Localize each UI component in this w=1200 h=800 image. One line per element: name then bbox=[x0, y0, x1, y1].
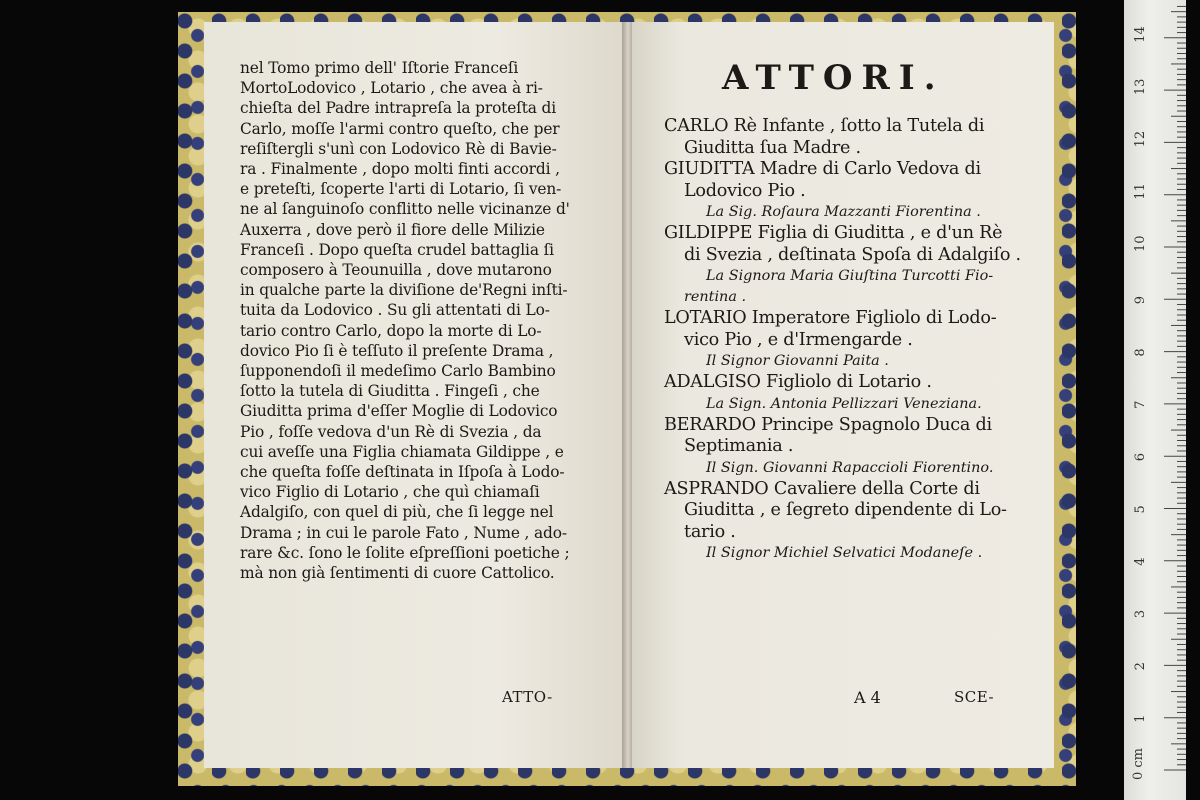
performer-line: Il Sign. Giovanni Rapaccioli Fiorentino. bbox=[706, 459, 994, 476]
text-line: dovico Pio ſi è teſſuto il preſente Drama , bbox=[240, 341, 554, 360]
text-line: che queſta foſſe deſtinata in Iſpoſa à Lodo- bbox=[240, 463, 565, 482]
performer-line: La Sign. Antonia Pellizzari Veneziana. bbox=[706, 395, 982, 412]
ruler-number: 8 bbox=[1133, 348, 1148, 357]
ruler-number: 10 bbox=[1133, 235, 1148, 252]
performer-line: La Signora Maria Giuſtina Turcotti Fio- bbox=[706, 268, 994, 284]
role-name-line: ADALGISO Figliolo di Lotario . bbox=[664, 372, 932, 392]
text-line: tuita da Lodovico . Su gli attentati di Lo- bbox=[240, 301, 550, 320]
left-page-text bbox=[240, 58, 618, 583]
performer-line: Il Signor Giovanni Paita . bbox=[706, 353, 889, 369]
cast-entry bbox=[664, 479, 1044, 565]
ruler-number: 4 bbox=[1133, 557, 1148, 566]
cast-entry bbox=[664, 223, 1044, 308]
text-line: rare &c. ſono le ſolite eſpreſſioni poetiche ; bbox=[240, 543, 570, 562]
role-name-line: LOTARIO Imperatore Figliolo di Lodo- bbox=[664, 308, 997, 328]
measuring-ruler bbox=[1124, 0, 1186, 800]
text-line: vico Figlio di Lotario , che quì chiamaſi bbox=[240, 483, 540, 502]
text-line: mà non già ſentimenti di cuore Cattolico. bbox=[240, 564, 555, 583]
role-description-line: Giuditta ſua Madre . bbox=[684, 137, 861, 158]
ruler-number: 9 bbox=[1133, 296, 1148, 305]
text-line: e preteſti, ſcoperte l'arti di Lotario, ſi ven- bbox=[240, 180, 562, 199]
cast-entry bbox=[664, 308, 1044, 372]
text-line: reſiſtergli s'unì con Lodovico Rè di Bavie- bbox=[240, 139, 557, 158]
text-line: Pio , foſſe vedova d'un Rè di Svezia , da bbox=[240, 422, 542, 441]
text-line: Carlo, moſſe l'armi contro queſto, che per bbox=[240, 119, 560, 138]
role-name-line: ASPRANDO Cavaliere della Corte di bbox=[664, 478, 980, 499]
role-description-line: tario . bbox=[684, 521, 736, 542]
page-title: ATTORI. bbox=[722, 58, 945, 98]
text-line: ſotto la tutela di Giuditta . Fingeſi , che bbox=[240, 382, 540, 401]
role-description-line: Giuditta , e ſegreto dipendente di Lo- bbox=[684, 500, 1007, 520]
cast-list bbox=[664, 116, 1044, 564]
text-line: nel Tomo primo dell' Iſtorie Franceſi bbox=[240, 59, 519, 77]
cast-entry bbox=[664, 159, 1044, 223]
ruler-number: 13 bbox=[1133, 78, 1148, 96]
ruler-number: 5 bbox=[1133, 505, 1148, 514]
role-name-line: CARLO Rè Infante , ſotto la Tutela di bbox=[664, 116, 985, 136]
text-line: ne al ſanguinoſo conflitto nelle vicinanze d' bbox=[240, 200, 570, 219]
performer-line: Il Signor Michiel Selvatici Modaneſe . bbox=[706, 545, 983, 561]
right-catchword: SCE- bbox=[954, 688, 995, 706]
ruler-unit-label: 0 cm bbox=[1131, 747, 1146, 780]
ruler-number: 3 bbox=[1133, 609, 1148, 619]
text-line: ſupponendoſi il medeſimo Carlo Bambino bbox=[240, 362, 556, 381]
text-line: chieſta del Padre intrapreſa la proteſta di bbox=[240, 99, 557, 118]
ruler-number: 7 bbox=[1133, 400, 1148, 409]
right-page bbox=[632, 22, 1054, 768]
ruler-number: 12 bbox=[1133, 130, 1148, 148]
role-description-line: vico Pio , e d'Irmengarde . bbox=[684, 329, 913, 350]
text-line: tario contro Carlo, dopo la morte di Lo- bbox=[240, 321, 542, 340]
text-line: MortoLodovico , Lotario , che avea à ri- bbox=[240, 79, 543, 98]
text-line: cui aveſſe una Figlia chiamata Gildippe , e bbox=[240, 442, 564, 461]
left-page bbox=[204, 22, 624, 768]
role-name-line: BERARDO Principe Spagnolo Duca di bbox=[664, 414, 992, 435]
text-line: in qualche parte la diviſione de'Regni inſti- bbox=[240, 281, 568, 300]
role-name-line: GILDIPPE Figlia di Giuditta , e d'un Rè bbox=[664, 223, 1003, 243]
ruler-scale bbox=[1124, 0, 1186, 800]
cast-entry bbox=[664, 372, 1044, 415]
ruler-number: 1 bbox=[1133, 714, 1148, 723]
ruler-number: 14 bbox=[1133, 26, 1148, 43]
ruler-number: 6 bbox=[1133, 452, 1148, 462]
text-line: Auxerra , dove però il fiore delle Milizie bbox=[240, 220, 545, 239]
role-description-line: Septimania . bbox=[684, 436, 794, 456]
ruler-number: 2 bbox=[1133, 662, 1148, 671]
text-line: Adalgiſo, con quel di più, che ſi legge nel bbox=[240, 503, 554, 522]
cast-entry bbox=[664, 415, 1044, 479]
left-catchword: ATTO- bbox=[502, 688, 553, 706]
text-line: Giuditta prima d'eſſer Moglie di Lodovico bbox=[240, 402, 558, 421]
role-description-line: di Svezia , deſtinata Spoſa di Adalgiſo . bbox=[684, 244, 1021, 265]
role-description-line: Lodovico Pio . bbox=[684, 180, 806, 201]
signature-mark: A 4 bbox=[854, 688, 881, 707]
ruler-number: 11 bbox=[1133, 183, 1148, 200]
performer-line: rentina . bbox=[684, 289, 747, 305]
cast-entry bbox=[664, 116, 1044, 159]
text-line: Franceſi . Dopo queſta crudel battaglia ſi bbox=[240, 240, 554, 259]
performer-line: La Sig. Roſaura Mazzanti Fiorentina . bbox=[706, 204, 981, 220]
role-name-line: GIUDITTA Madre di Carlo Vedova di bbox=[664, 159, 981, 179]
text-line: ra . Finalmente , dopo molti finti accordi , bbox=[240, 160, 560, 179]
text-line: Drama ; in cui le parole Fato , Nume , ado- bbox=[240, 523, 567, 542]
text-line: composero à Teounuilla , dove mutarono bbox=[240, 261, 552, 280]
